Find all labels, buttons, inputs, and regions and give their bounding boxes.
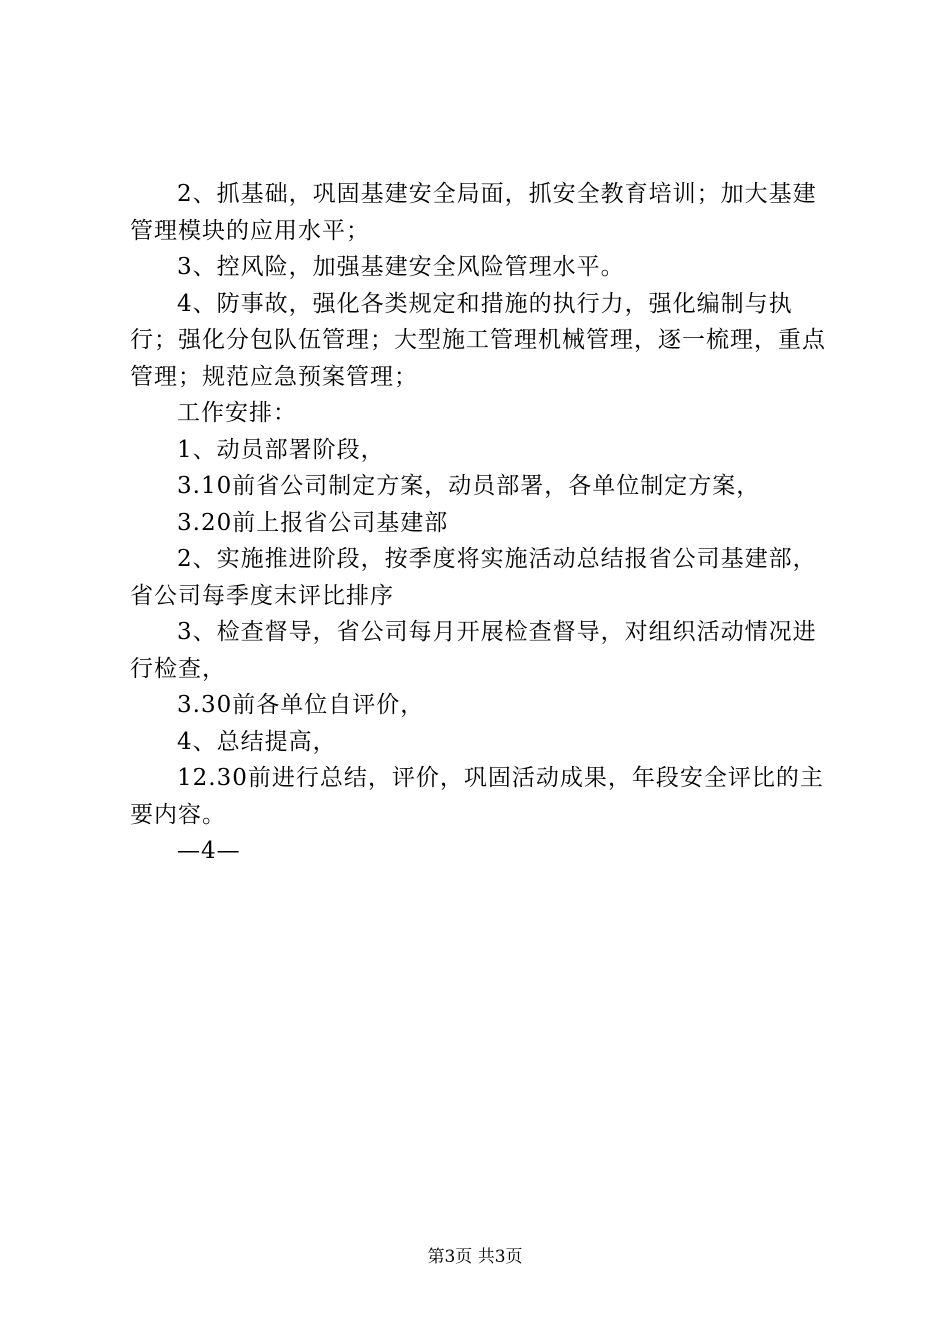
- paragraph: 3、检查督导，省公司每月开展检查督导，对组织活动情况进行检查，: [130, 619, 817, 682]
- document-body: [130, 176, 840, 870]
- paragraph: 1、动员部署阶段，: [177, 436, 385, 463]
- paragraph: 3.20前上报省公司基建部: [177, 509, 449, 536]
- paragraph: 4、防事故，强化各类规定和措施的执行力，强化编制与执行；强化分包队伍管理；大型施工管理机械管理，逐一梳理，重点管理；规范应急预案管理；: [130, 290, 826, 390]
- paragraph: 3.10前省公司制定方案，动员部署，各单位制定方案，: [177, 473, 761, 499]
- paragraph: 12.30前进行总结，评价，巩固活动成果，年段安全评比的主要内容。: [130, 765, 824, 828]
- paragraph: 2、实施推进阶段，按季度将实施活动总结报省公司基建部，省公司每季度末评比排序: [130, 546, 817, 609]
- page-footer: 第3页 共3页: [427, 1247, 523, 1267]
- paragraph: 2、抓基础，巩固基建安全局面，抓安全教育培训；加大基建管理模块的应用水平；: [130, 181, 817, 244]
- paragraph: 4、总结提高，: [177, 728, 337, 755]
- section-heading: 工作安排：: [177, 400, 297, 426]
- inline-page-number: —4—: [177, 838, 241, 864]
- paragraph: 3.30前各单位自评价，: [177, 692, 425, 718]
- paragraph: 3、控风险，加强基建安全风险管理水平。: [177, 254, 625, 280]
